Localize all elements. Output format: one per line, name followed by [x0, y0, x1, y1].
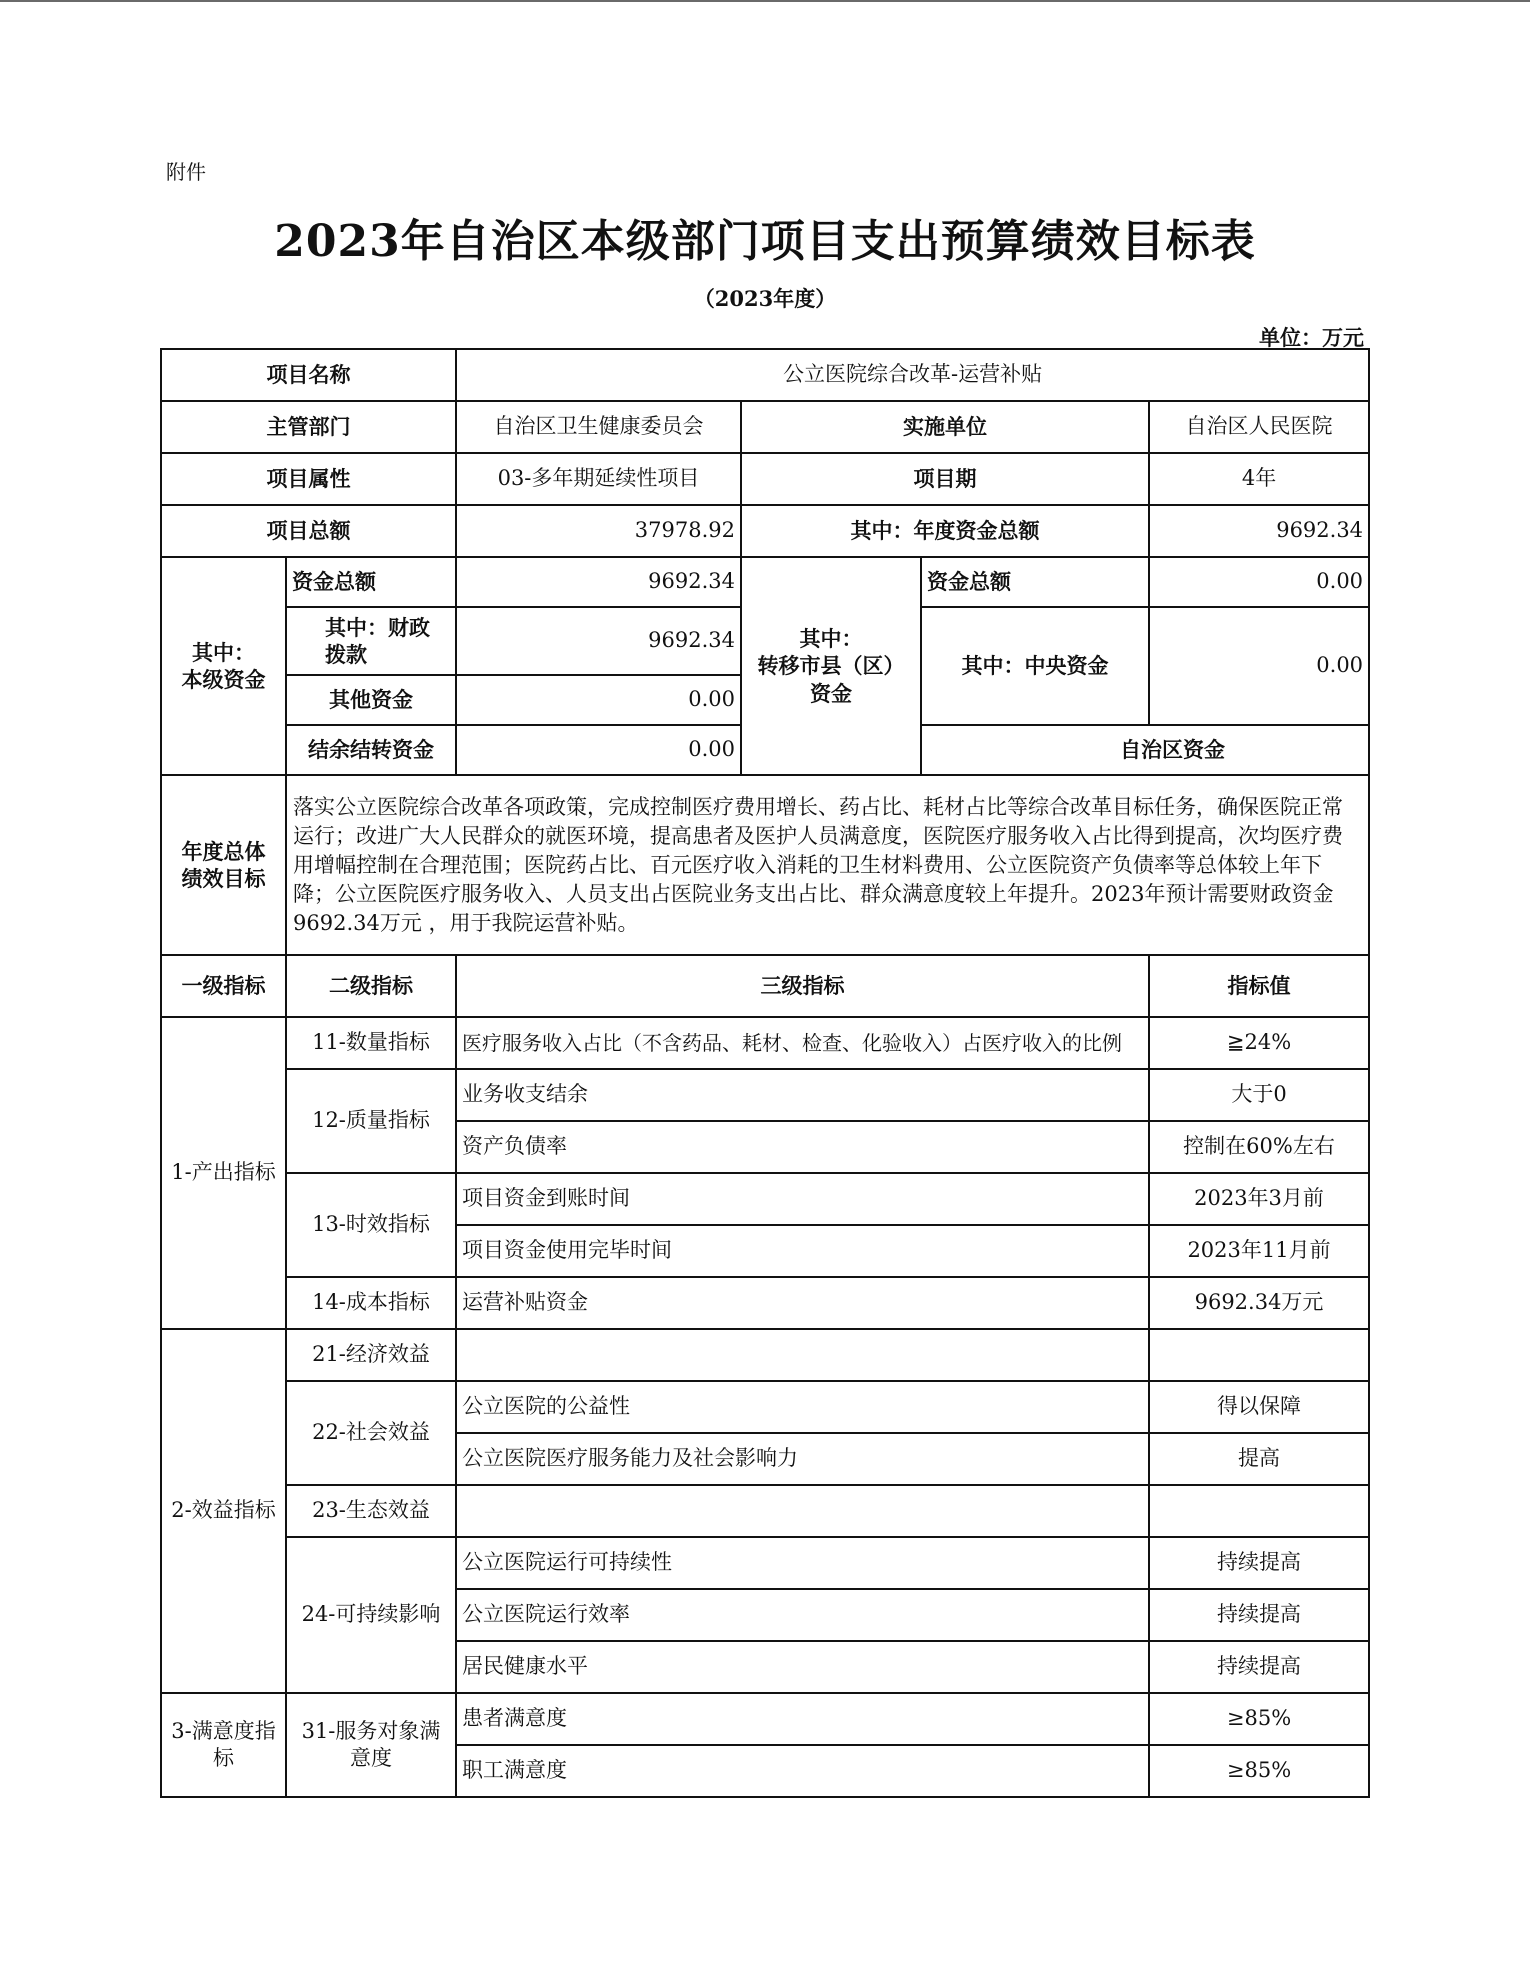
lvl3-item: 项目资金使用完毕时间	[456, 1225, 1149, 1277]
unit-label: 单位：万元	[1259, 325, 1364, 350]
lvl2-cost: 14-成本指标	[286, 1277, 456, 1329]
indicator-value: 9692.34万元	[1149, 1277, 1369, 1329]
lvl3-item: 资产负债率	[456, 1121, 1149, 1173]
impl-unit-value: 自治区人民医院	[1149, 401, 1369, 453]
annual-total-value: 9692.34	[1149, 505, 1369, 557]
lvl2-economic: 21-经济效益	[286, 1329, 456, 1381]
indicator-value: ≥85%	[1149, 1745, 1369, 1797]
other-funds-label: 其他资金	[286, 675, 456, 725]
table-row	[161, 775, 1369, 955]
fund-total-label: 资金总额	[286, 557, 456, 607]
table-row	[161, 505, 1369, 557]
indicator-value	[1149, 1485, 1369, 1537]
lvl2-quality: 12-质量指标	[286, 1069, 456, 1173]
table-row	[161, 955, 1369, 1017]
lvl1-output: 1-产出指标	[161, 1017, 286, 1329]
transfer-funds-label: 其中： 转移市县（区） 资金	[741, 557, 921, 775]
fiscal-value: 9692.34	[456, 607, 741, 675]
indicator-value: 控制在60%左右	[1149, 1121, 1369, 1173]
indicator-value: ≧24%	[1149, 1017, 1369, 1069]
fund-total-value: 9692.34	[456, 557, 741, 607]
transfer-total-label: 资金总额	[921, 557, 1149, 607]
impl-unit-label: 实施单位	[741, 401, 1149, 453]
indicator-value: 大于0	[1149, 1069, 1369, 1121]
lvl3-item	[456, 1485, 1149, 1537]
indicator-value: 持续提高	[1149, 1589, 1369, 1641]
project-period-value: 4年	[1149, 453, 1369, 505]
lvl2-quantity: 11-数量指标	[286, 1017, 456, 1069]
table-row	[161, 453, 1369, 505]
indicator-value: 持续提高	[1149, 1537, 1369, 1589]
lvl3-item	[456, 1329, 1149, 1381]
central-value: 0.00	[1149, 607, 1369, 725]
lvl3-item: 医疗服务收入占比（不含药品、耗材、检查、化验收入）占医疗收入的比例	[456, 1017, 1149, 1069]
top-border-line	[0, 0, 1530, 2]
indicator-value: 持续提高	[1149, 1641, 1369, 1693]
indicator-value: 2023年11月前	[1149, 1225, 1369, 1277]
table-row	[161, 1537, 1369, 1589]
project-attr-value: 03-多年期延续性项目	[456, 453, 741, 505]
table-row	[161, 1069, 1369, 1121]
page-title: 2023年自治区本级部门项目支出预算绩效目标表	[274, 216, 1256, 267]
lvl3-header: 三级指标	[456, 955, 1149, 1017]
attachment-label: 附件	[166, 160, 206, 184]
transfer-total-value: 0.00	[1149, 557, 1369, 607]
indicator-value	[1149, 1329, 1369, 1381]
table-row	[161, 1017, 1369, 1069]
value-header: 指标值	[1149, 955, 1369, 1017]
table-row	[161, 1173, 1369, 1225]
table-row	[161, 349, 1369, 401]
table-row	[161, 1693, 1369, 1745]
dept-label: 主管部门	[161, 401, 456, 453]
goal-text: 落实公立医院综合改革各项政策，完成控制医疗费用增长、药占比、耗材占比等综合改革目标任务，确保医院正常运行；改进广大人民群众的就医环境，提高患者及医护人员满意度，医院医疗服务收入占比得到提高，次均医疗费用增幅控制在合理范围；医院药占比、百元医疗收入消耗的卫生材料费用、公立医院资产负债率等总体较上年下降；公立医院医疗服务收入、人员支出占医院业务支出占比、群众满意度较上年提升。2023年预计需要财政资金9692.34万元 ，用于我院运营补贴。	[286, 775, 1369, 955]
lvl3-item: 公立医院运行可持续性	[456, 1537, 1149, 1589]
lvl2-header: 二级指标	[286, 955, 456, 1017]
project-name-label: 项目名称	[161, 349, 456, 401]
lvl2-sustainability: 24-可持续影响	[286, 1537, 456, 1693]
lvl1-satisfaction: 3-满意度指标	[161, 1693, 286, 1797]
lvl2-timeliness: 13-时效指标	[286, 1173, 456, 1277]
lvl1-benefit: 2-效益指标	[161, 1329, 286, 1693]
indicator-value: 2023年3月前	[1149, 1173, 1369, 1225]
project-total-label: 项目总额	[161, 505, 456, 557]
central-label: 其中：中央资金	[921, 607, 1149, 725]
project-attr-label: 项目属性	[161, 453, 456, 505]
lvl3-item: 公立医院医疗服务能力及社会影响力	[456, 1433, 1149, 1485]
budget-performance-table	[160, 348, 1370, 1798]
table-row	[161, 401, 1369, 453]
indicator-value: 得以保障	[1149, 1381, 1369, 1433]
balance-funds-label: 结余结转资金	[286, 725, 456, 775]
lvl3-item: 公立医院运行效率	[456, 1589, 1149, 1641]
table-row	[161, 557, 1369, 607]
table-row	[161, 1329, 1369, 1381]
own-funds-label: 其中： 本级资金	[161, 557, 286, 775]
project-period-label: 项目期	[741, 453, 1149, 505]
lvl1-header: 一级指标	[161, 955, 286, 1017]
fiscal-label: 其中：财政拨款	[286, 607, 456, 675]
dept-value: 自治区卫生健康委员会	[456, 401, 741, 453]
lvl3-item: 项目资金到账时间	[456, 1173, 1149, 1225]
balance-funds-value: 0.00	[456, 725, 741, 775]
lvl3-item: 公立医院的公益性	[456, 1381, 1149, 1433]
project-total-value: 37978.92	[456, 505, 741, 557]
region-funds-label: 自治区资金	[921, 725, 1369, 775]
lvl2-service-satisfaction: 31-服务对象满意度	[286, 1693, 456, 1797]
lvl3-item: 职工满意度	[456, 1745, 1149, 1797]
indicator-value: 提高	[1149, 1433, 1369, 1485]
project-name-value: 公立医院综合改革-运营补贴	[456, 349, 1369, 401]
other-funds-value: 0.00	[456, 675, 741, 725]
lvl3-item: 患者满意度	[456, 1693, 1149, 1745]
table-row	[161, 1277, 1369, 1329]
lvl3-item: 运营补贴资金	[456, 1277, 1149, 1329]
lvl2-ecological: 23-生态效益	[286, 1485, 456, 1537]
indicator-value: ≥85%	[1149, 1693, 1369, 1745]
table-row	[161, 1485, 1369, 1537]
annual-total-label: 其中：年度资金总额	[741, 505, 1149, 557]
goal-label: 年度总体 绩效目标	[161, 775, 286, 955]
lvl3-item: 居民健康水平	[456, 1641, 1149, 1693]
lvl3-item: 业务收支结余	[456, 1069, 1149, 1121]
lvl2-social: 22-社会效益	[286, 1381, 456, 1485]
year-note: （2023年度）	[693, 286, 837, 311]
table-row	[161, 1381, 1369, 1433]
